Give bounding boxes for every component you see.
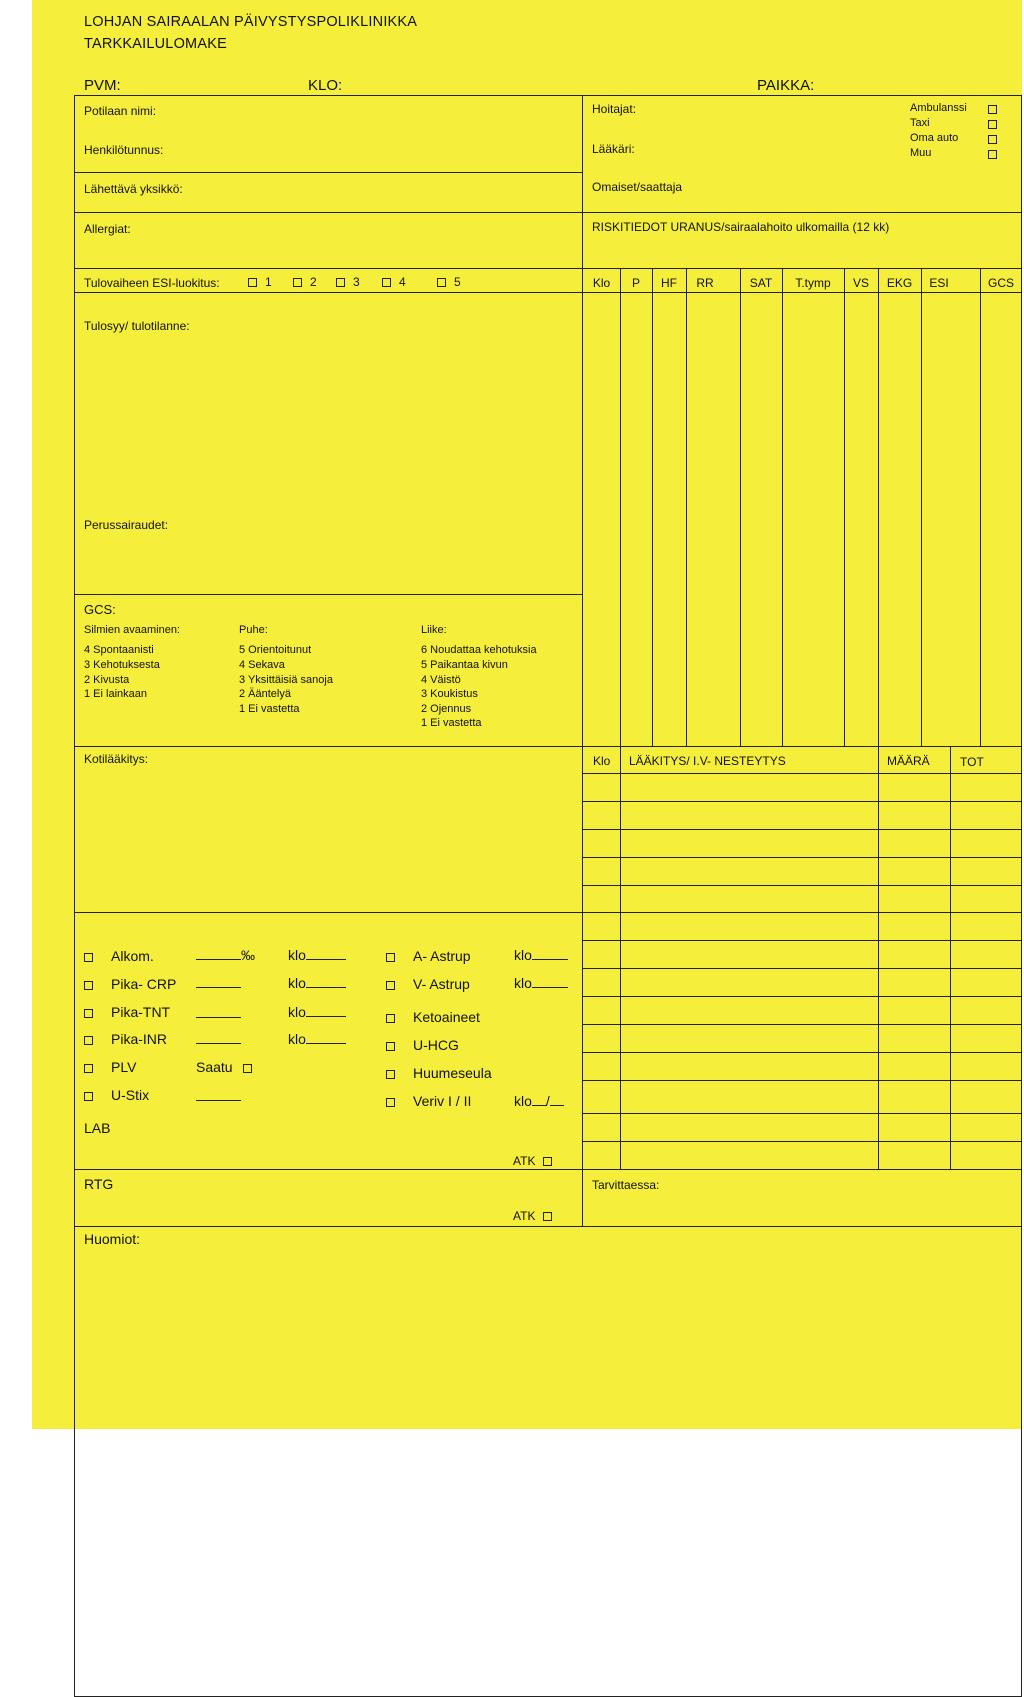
vitals-header-ekg: EKG — [886, 276, 913, 290]
lab-u-stix[interactable]: U-Stix — [84, 1087, 149, 1103]
gcs-motor-item: 3 Koukistus — [421, 688, 478, 700]
gcs-motor-item: 5 Paikantaa kivun — [421, 659, 508, 671]
vitals-header-rr: RR — [696, 276, 714, 290]
rtg-section-label: RTG — [84, 1176, 114, 1192]
gcs-motor-item: 2 Ojennus — [421, 703, 472, 715]
pika-crp-checkbox[interactable] — [84, 981, 93, 990]
esi-option-2[interactable]: 2 — [293, 275, 317, 289]
lab-pika-tnt[interactable]: Pika-TNT — [84, 1004, 170, 1020]
lab-alkom[interactable]: Alkom. — [84, 948, 154, 964]
lab-a-astrup[interactable]: A- Astrup — [386, 948, 471, 964]
transport-other-label: Muu — [910, 147, 932, 159]
ssn-label[interactable]: Henkilötunnus: — [84, 143, 164, 157]
gcs-speech-item: 1 Ei vastetta — [239, 703, 300, 715]
vitals-header-vs: VS — [852, 276, 869, 290]
meds-header-total: TOT — [960, 755, 984, 769]
meds-header-amount: MÄÄRÄ — [887, 754, 930, 768]
veriviljely-time-field-2[interactable] — [550, 1092, 564, 1106]
risk-info-label[interactable]: RISKITIEDOT URANUS/sairaalahoito ulkomailla (12 kk) — [592, 220, 890, 234]
pika-crp-time-field[interactable] — [306, 974, 346, 988]
vitals-header-hf: HF — [661, 276, 677, 290]
gcs-motor-item: 4 Väistö — [421, 674, 461, 686]
esi-option-3[interactable]: 3 — [336, 275, 360, 289]
lab-pika-crp[interactable]: Pika- CRP — [84, 976, 176, 992]
ambulance-checkbox[interactable] — [988, 105, 997, 114]
lab-v-astrup[interactable]: V- Astrup — [386, 976, 470, 992]
esi-label: Tulovaiheen ESI-luokitus: — [84, 276, 220, 290]
esi-2-checkbox[interactable] — [293, 278, 302, 287]
a-astrup-checkbox[interactable] — [386, 953, 395, 962]
gcs-speech-item: 4 Sekava — [239, 659, 285, 671]
u-stix-value-field[interactable] — [196, 1087, 241, 1101]
gcs-motor-item: 6 Noudattaa kehotuksia — [421, 644, 537, 656]
date-label: PVM: — [84, 77, 121, 94]
time-label: KLO: — [308, 77, 343, 94]
lab-ketoaineet[interactable]: Ketoaineet — [386, 1009, 480, 1025]
veriviljely-checkbox[interactable] — [386, 1098, 395, 1107]
esi-5-checkbox[interactable] — [437, 278, 446, 287]
vitals-header-p: P — [631, 276, 640, 290]
gcs-motor-header: Liike: — [421, 624, 447, 636]
u-hcg-checkbox[interactable] — [386, 1042, 395, 1051]
place-label: PAIKKA: — [757, 77, 815, 94]
gcs-eyes-item: 2 Kivusta — [84, 674, 130, 686]
pika-inr-value-field[interactable] — [196, 1030, 241, 1044]
lab-u-hcg[interactable]: U-HCG — [386, 1037, 459, 1053]
veriviljely-time-field-1[interactable] — [532, 1092, 546, 1106]
nurses-label[interactable]: Hoitajat: — [592, 102, 637, 116]
gcs-motor-item: 1 Ei vastetta — [421, 717, 482, 729]
lab-pika-inr[interactable]: Pika-INR — [84, 1031, 167, 1047]
lab-section-label: LAB — [84, 1120, 111, 1136]
esi-3-checkbox[interactable] — [336, 278, 345, 287]
doctor-label[interactable]: Lääkäri: — [592, 142, 635, 156]
esi-option-5[interactable]: 5 — [437, 275, 461, 289]
patient-info-box — [74, 95, 1022, 293]
form-subtitle: TARKKAILULOMAKE — [84, 36, 227, 52]
gcs-speech-header: Puhe: — [239, 624, 268, 636]
vitals-header-gcs: GCS — [987, 276, 1014, 290]
alkom-value-field[interactable] — [196, 946, 241, 960]
form-title: LOHJAN SAIRAALAN PÄIVYSTYSPOLIKLINIKKA — [84, 14, 418, 30]
lab-huumeseula[interactable]: Huumeseula — [386, 1065, 492, 1081]
a-astrup-time-field[interactable] — [532, 946, 568, 960]
vitals-header-sat: SAT — [749, 276, 773, 290]
plv-checkbox[interactable] — [84, 1064, 93, 1073]
gcs-speech-item: 2 Ääntelyä — [239, 688, 291, 700]
ketoaineet-checkbox[interactable] — [386, 1014, 395, 1023]
u-stix-checkbox[interactable] — [84, 1092, 93, 1101]
lab-plv[interactable]: PLV — [84, 1059, 136, 1075]
transport-taxi-label: Taxi — [910, 117, 930, 129]
v-astrup-time-field[interactable] — [532, 974, 568, 988]
gcs-speech-item: 5 Orientoitunut — [239, 644, 312, 656]
plv-received-checkbox[interactable] — [243, 1064, 252, 1073]
vitals-header-ttymp: T.tymp — [795, 276, 831, 290]
other-checkbox[interactable] — [988, 150, 997, 159]
esi-4-checkbox[interactable] — [382, 278, 391, 287]
pika-tnt-checkbox[interactable] — [84, 1009, 93, 1018]
esi-option-4[interactable]: 4 — [382, 275, 406, 289]
gcs-eyes-item: 1 Ei lainkaan — [84, 688, 147, 700]
pika-inr-checkbox[interactable] — [84, 1036, 93, 1045]
huumeseula-checkbox[interactable] — [386, 1070, 395, 1079]
home-medication-label[interactable]: Kotilääkitys: — [84, 752, 149, 766]
own-car-checkbox[interactable] — [988, 135, 997, 144]
gcs-eyes-header: Silmien avaaminen: — [84, 624, 180, 636]
atk-rtg[interactable]: ATK — [513, 1209, 560, 1223]
alkom-checkbox[interactable] — [84, 953, 93, 962]
vitals-header-klo: Klo — [592, 276, 611, 290]
sending-unit-label[interactable]: Lähettävä yksikkö: — [84, 182, 183, 196]
vitals-header-esi: ESI — [929, 276, 949, 290]
meds-header-medication: LÄÄKITYS/ I.V- NESTEYTYS — [629, 754, 786, 768]
pika-tnt-time-field[interactable] — [306, 1003, 346, 1017]
pika-crp-value-field[interactable] — [196, 974, 241, 988]
atk-lab-checkbox[interactable] — [543, 1157, 552, 1166]
allergies-label[interactable]: Allergiat: — [84, 222, 131, 236]
atk-rtg-checkbox[interactable] — [543, 1212, 552, 1221]
esi-option-1[interactable]: 1 — [248, 275, 272, 289]
gcs-speech-item: 3 Yksittäisiä sanoja — [239, 674, 333, 686]
atk-lab[interactable]: ATK — [513, 1154, 560, 1168]
pika-inr-time-field[interactable] — [306, 1030, 346, 1044]
meds-header-klo: Klo — [593, 754, 611, 768]
v-astrup-checkbox[interactable] — [386, 981, 395, 990]
gcs-eyes-item: 4 Spontaanisti — [84, 644, 154, 656]
transport-own-car-label: Oma auto — [910, 132, 959, 144]
underlying-diseases-label[interactable]: Perussairaudet: — [84, 518, 169, 532]
notes-label[interactable]: Huomiot: — [84, 1231, 141, 1247]
plv-received[interactable]: Saatu — [196, 1059, 260, 1075]
lab-veriviljely[interactable]: Veriv I / II — [386, 1093, 471, 1109]
gcs-title: GCS: — [84, 602, 116, 617]
alkom-time-field[interactable] — [306, 946, 346, 960]
taxi-checkbox[interactable] — [988, 120, 997, 129]
reason-label[interactable]: Tulosyy/ tulotilanne: — [84, 319, 190, 333]
esi-1-checkbox[interactable] — [248, 278, 257, 287]
gcs-eyes-item: 3 Kehotuksesta — [84, 659, 160, 671]
if-needed-label[interactable]: Tarvittaessa: — [592, 1178, 660, 1192]
transport-ambulance-label: Ambulanssi — [910, 102, 967, 114]
pika-tnt-value-field[interactable] — [196, 1004, 241, 1018]
patient-name-label[interactable]: Potilaan nimi: — [84, 104, 157, 118]
relatives-label[interactable]: Omaiset/saattaja — [592, 180, 683, 194]
